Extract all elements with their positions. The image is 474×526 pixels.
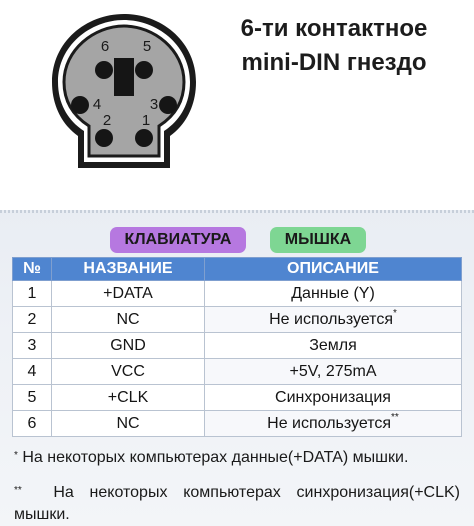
pin-name: VCC [52, 359, 205, 385]
table-row [13, 359, 462, 385]
pin-4-hole [71, 96, 89, 114]
pin-description [205, 281, 462, 307]
table-row [13, 307, 462, 333]
pin-number: 1 [13, 281, 52, 307]
footnote-2-mark: ** [14, 485, 22, 496]
description-text: Земля [309, 336, 357, 354]
mouse-tag: МЫШКА [270, 227, 366, 253]
description-text: +5V, 275mA [289, 362, 377, 380]
pin-2-hole [95, 129, 113, 147]
column-header-description: ОПИСАНИЕ [205, 258, 462, 281]
footnote-1 [14, 447, 460, 469]
title-line-2: mini-DIN гнездо [241, 49, 427, 76]
pin-name: NC [52, 411, 205, 437]
table-row [13, 333, 462, 359]
pin-number: 5 [13, 385, 52, 411]
pin-number: 6 [13, 411, 52, 437]
mini-din-connector-diagram [44, 8, 204, 178]
pin-label-6: 6 [100, 38, 110, 55]
column-header-number: № [13, 258, 52, 281]
pin-label-4: 4 [92, 96, 102, 113]
pin-description [205, 307, 462, 333]
pin-1-hole [135, 129, 153, 147]
pin-number: 4 [13, 359, 52, 385]
footnote-mark: ** [391, 411, 399, 423]
pin-description [205, 411, 462, 437]
pin-3-hole [159, 96, 177, 114]
table-row [13, 411, 462, 437]
pin-name: NC [52, 307, 205, 333]
pin-label-5: 5 [142, 38, 152, 55]
pinout-table [12, 257, 462, 437]
footnote-2 [14, 482, 460, 526]
footnote-1-text: На некоторых компьютерах данные(+DATA) мышки. [22, 449, 409, 466]
pin-description [205, 359, 462, 385]
title-line-1: 6-ти контактное [240, 15, 428, 42]
pin-number: 2 [13, 307, 52, 333]
description-text: Не используется [269, 310, 393, 328]
description-text: Данные (Y) [291, 284, 375, 302]
pin-name: +CLK [52, 385, 205, 411]
pin-6-hole [95, 61, 113, 79]
pin-description [205, 385, 462, 411]
connector-key-slot [114, 58, 134, 96]
description-text: Не используется [267, 414, 392, 432]
pin-name: +DATA [52, 281, 205, 307]
pin-5-hole [135, 61, 153, 79]
pin-label-3: 3 [149, 96, 159, 113]
pin-name: GND [52, 333, 205, 359]
diagram-title [214, 12, 454, 80]
table-header-row [13, 258, 462, 281]
pin-label-1: 1 [141, 112, 151, 129]
pin-description [205, 333, 462, 359]
footnote-1-mark: * [14, 450, 18, 461]
footnote-2-text: На некоторых компьютерах синхронизация(+CLK) мышки. [14, 484, 461, 523]
footnote-mark: * [392, 307, 397, 319]
column-header-name: НАЗВАНИЕ [52, 258, 205, 281]
pin-label-2: 2 [102, 112, 112, 129]
keyboard-tag: КЛАВИАТУРА [110, 227, 246, 253]
description-text: Синхронизация [275, 388, 391, 406]
pin-number: 3 [13, 333, 52, 359]
table-row [13, 385, 462, 411]
table-row [13, 281, 462, 307]
